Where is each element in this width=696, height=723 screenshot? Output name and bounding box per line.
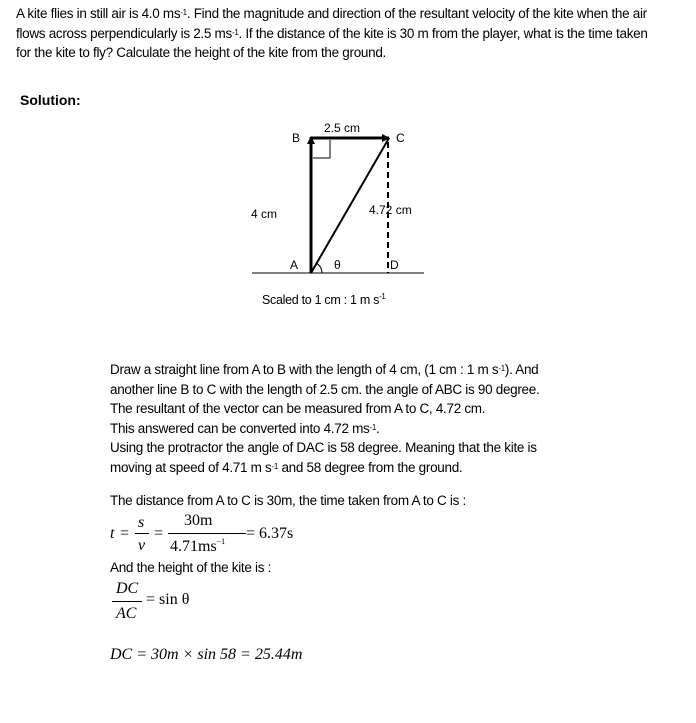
explanation-line: Using the protractor the angle of DAC is 58 degree. Meaning that the kite is xyxy=(110,440,537,455)
fraction-bar xyxy=(112,601,142,602)
eq-rhs: = sin θ xyxy=(146,591,190,608)
fraction-bar xyxy=(135,533,149,534)
distance-statement: The distance from A to C is 30m, the time taken from A to C is : xyxy=(110,493,466,508)
label-a: A xyxy=(290,258,299,272)
eq-symbol-s: s xyxy=(138,514,145,531)
eq-equals: = xyxy=(154,525,164,542)
height-statement: And the height of the kite is : xyxy=(110,560,272,575)
eq-symbol-v: v xyxy=(138,537,146,554)
question-line-3: for the kite to fly? Calculate the height of the kite from the ground. xyxy=(16,45,386,60)
explanation-line: Draw a straight line from A to B with the length of 4 cm, (1 cm : 1 m $s^{-1}$). And xyxy=(110,362,539,377)
eq-denominator: $4.71ms^{-1}$ xyxy=(170,537,226,555)
explanation-text xyxy=(110,360,539,477)
time-equation xyxy=(110,512,330,560)
eq-equals: = xyxy=(120,525,130,542)
eq-denominator: AC xyxy=(116,605,137,622)
eq-symbol-t: t xyxy=(110,525,115,542)
label-ac-length: 4.72 cm xyxy=(369,203,412,217)
question-line-1: A kite flies in still air is 4.0 $ms^{-1}$. Find the magnitude and direction of the resultant velocity of the kite when the air xyxy=(16,6,647,21)
label-c: C xyxy=(396,131,405,145)
solution-heading: Solution: xyxy=(20,92,81,108)
label-theta: θ xyxy=(334,258,341,272)
explanation-line: moving at speed of 4.71 m $s^{-1}$ and 58 degree from the ground. xyxy=(110,459,463,475)
label-ab-length: 4 cm xyxy=(251,207,278,221)
label-d: D xyxy=(390,258,399,272)
eq-result: = 6.37s xyxy=(246,525,294,542)
scale-caption: Scaled to 1 cm : 1 m $s^{-1}$ xyxy=(262,292,386,307)
sine-equation xyxy=(112,578,232,628)
question-line-2: flows across perpendicularly is 2.5 $ms^{-1}$. If the distance of the kite is 30 m from the player, what is the time taken xyxy=(16,25,648,41)
label-b: B xyxy=(292,131,301,145)
height-result-equation: DC = 30m × sin 58 = 25.44m xyxy=(110,646,303,663)
eq-numerator: DC xyxy=(116,580,139,597)
label-bc-length: 2.5 cm xyxy=(324,121,361,135)
eq-numerator: 30m xyxy=(184,512,213,529)
fraction-bar xyxy=(168,533,246,534)
explanation-line: This answered can be converted into 4.72 $ms^{-1}$. xyxy=(110,420,380,436)
explanation-line: The resultant of the vector can be measured from A to C, 4.72 cm. xyxy=(110,401,486,416)
explanation-line: another line B to C with the length of 2.5 cm. the angle of ABC is 90 degree. xyxy=(110,381,540,397)
right-angle-marker xyxy=(313,140,330,158)
